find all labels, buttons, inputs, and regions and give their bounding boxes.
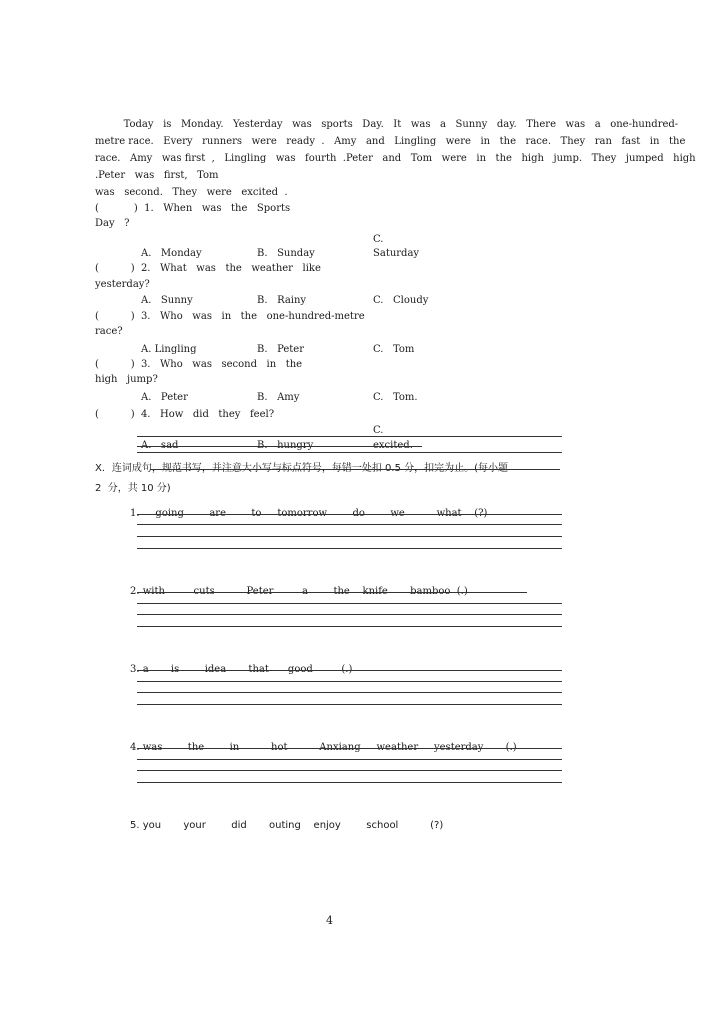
- strike-line: [150, 469, 560, 470]
- writing-line[interactable]: [137, 759, 562, 760]
- writing-line[interactable]: [137, 614, 562, 615]
- sentence-2-words: 2. with cuts Peter a the knife bamboo (.): [130, 586, 468, 597]
- question-3b-stem: ( ) 3. Who was second in the: [95, 359, 303, 370]
- question-1-stem: ( ) 1. When was the Sports: [95, 203, 291, 214]
- question-1-option-b: B. Sunday: [257, 248, 315, 259]
- page-number: 4: [326, 914, 333, 927]
- question-1-stem-cont: Day ?: [95, 218, 130, 229]
- passage-line-2: metre race. Every runners were ready . Amy and Lingling were in the race. They ran fast in the: [95, 136, 686, 147]
- question-3-option-b: B. Peter: [257, 344, 304, 355]
- question-3-option-a: A. Lingling: [141, 344, 197, 355]
- writing-line[interactable]: [137, 548, 562, 549]
- question-2-option-a: A. Sunny: [141, 295, 193, 306]
- writing-line[interactable]: [137, 704, 562, 705]
- question-4-option-a: A. sad: [141, 440, 179, 451]
- question-2-stem: ( ) 2. What was the weather like: [95, 263, 321, 274]
- strike-line: [137, 592, 527, 593]
- passage-line-3: race. Amy was first , Lingling was fourth .Peter and Tom were in the high jump. They jumped high: [95, 153, 696, 164]
- question-1-option-c: Saturday: [373, 248, 420, 259]
- writing-line[interactable]: [137, 692, 562, 693]
- question-3b-option-c: C. Tom.: [373, 392, 418, 403]
- question-2-stem-cont: yesterday?: [95, 279, 150, 290]
- sentence-4-words: 4. was the in hot Anxiang weather yesterday (.): [130, 742, 517, 753]
- strike-line: [137, 514, 562, 515]
- passage-line-1: Today is Monday. Yesterday was sports Day. It was a Sunny day. There was a one-hundred-: [95, 119, 679, 130]
- sentence-5-words: 5. you your did outing enjoy school (?): [130, 820, 444, 831]
- question-2-option-c: C. Cloudy: [373, 295, 429, 306]
- section-x-instruction-line-1: X．连词成句，规范书写，并注意大小写与标点符号，每错一处扣 0.5 分，扣完为止。(每小题: [95, 463, 509, 474]
- question-4-option-c: excited.: [373, 440, 413, 451]
- strike-line: [137, 748, 562, 749]
- section-x-instruction-line-2: 2 分，共 10 分): [95, 483, 171, 494]
- answer-rule: [137, 436, 562, 437]
- question-4-option-c-letter: C.: [373, 425, 384, 436]
- writing-line[interactable]: [137, 770, 562, 771]
- sentence-1-words: 1. going are to tomorrow do we what (?): [130, 508, 488, 519]
- question-3-stem: ( ) 3. Who was in the one-hundred-metre: [95, 311, 365, 322]
- sentence-3-words: 3. a is idea that good (.): [130, 664, 353, 675]
- question-3-stem-cont: race?: [95, 326, 123, 337]
- question-3b-option-b: B. Amy: [257, 392, 300, 403]
- passage-line-5: was second. They were excited .: [95, 187, 288, 198]
- writing-line[interactable]: [137, 603, 562, 604]
- question-3b-stem-cont: high jump?: [95, 374, 158, 385]
- question-4-option-b: B. hungry: [257, 440, 314, 451]
- strike-line: [137, 670, 562, 671]
- writing-line[interactable]: [137, 524, 562, 525]
- question-3b-option-a: A. Peter: [141, 392, 188, 403]
- question-1-option-a: A. Monday: [141, 248, 202, 259]
- writing-line[interactable]: [137, 782, 562, 783]
- writing-line[interactable]: [137, 626, 562, 627]
- question-1-option-c-letter: C.: [373, 234, 384, 245]
- writing-line[interactable]: [137, 536, 562, 537]
- strike-line: [137, 446, 422, 447]
- question-3-option-c: C. Tom: [373, 344, 415, 355]
- question-2-option-b: B. Rainy: [257, 295, 307, 306]
- answer-rule: [137, 452, 562, 453]
- question-4-stem: ( ) 4. How did they feel?: [95, 409, 275, 420]
- writing-line[interactable]: [137, 681, 562, 682]
- passage-line-4: .Peter was first, Tom: [95, 170, 219, 181]
